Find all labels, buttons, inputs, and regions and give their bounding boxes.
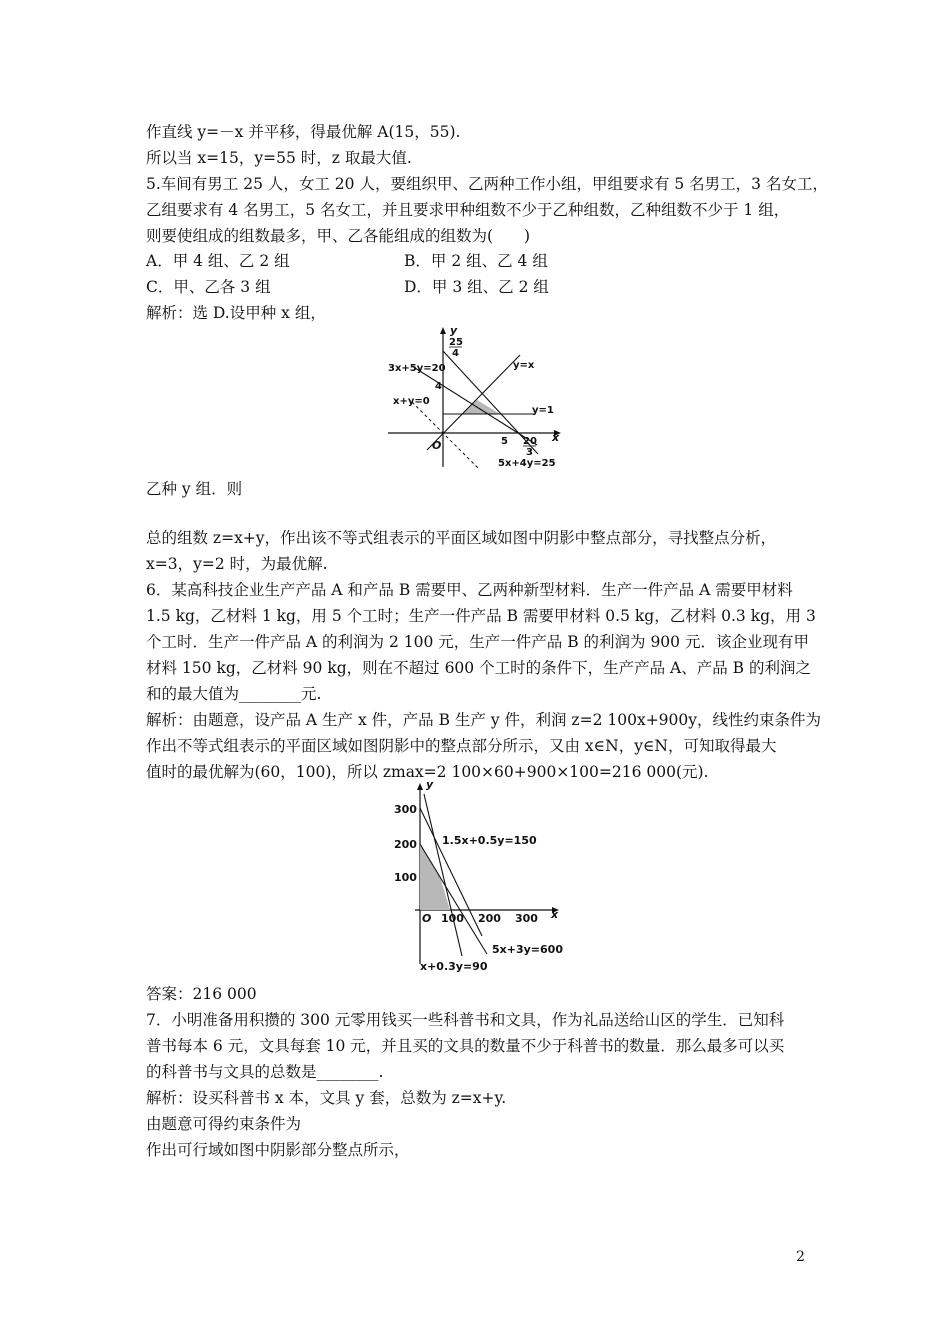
- question-7-text: 7．小明准备用积攒的 300 元零用钱买一些科普书和文具，作为礼品送给山区的学生．已知科: [146, 1011, 785, 1029]
- label-y-equals-1: y=1: [532, 405, 554, 416]
- question-6-text: 6．某高科技企业生产产品 A 和产品 B 需要甲、乙两种新型材料．生产一件产品 A 需要甲材料: [146, 581, 793, 599]
- label-x-0.3y-90: x+0.3y=90: [420, 960, 488, 973]
- solution-text: 由题意可得约束条件为: [146, 1115, 302, 1133]
- label-y-equals-x: y=x: [513, 360, 535, 371]
- origin-label: O: [422, 912, 432, 925]
- solution-text: x=3，y=2 时，为最优解.: [146, 555, 328, 573]
- tick-x-300: 300: [515, 912, 538, 925]
- question-6-text: 和的最大值为________元.: [146, 685, 322, 703]
- y-axis-label: y: [426, 778, 434, 791]
- question-5-text: 乙组要求有 4 名男工，5 名女工，并且要求甲种组数不少于乙种组数，乙种组数不少于 1 组，: [146, 201, 790, 219]
- label-x-plus-y-0: x+y=0: [393, 396, 430, 407]
- question-7-text: 普书每本 6 元，文具每套 10 元，并且买的文具的数量不少于科普书的数量．那么最多可以买: [146, 1037, 785, 1055]
- label-3x-5y-20: 3x+5y=20: [388, 363, 446, 374]
- figure-1-graph: [380, 322, 580, 472]
- text-line: 所以当 x=15，y=55 时，z 取最大值.: [146, 149, 412, 167]
- tick-y-300: 300: [394, 803, 417, 816]
- answer-text: 答案：216 000: [146, 985, 257, 1003]
- tick-y-100: 100: [394, 871, 417, 884]
- x-axis-label: x: [551, 908, 559, 921]
- solution-text: 解析：由题意，设产品 A 生产 x 件，产品 B 生产 y 件，利润 z=2 100x+900y，线性约束条件为: [146, 711, 822, 729]
- solution-text: 总的组数 z=x+y，作出该不等式组表示的平面区域如图中阴影中整点部分，寻找整点分析，: [146, 529, 777, 547]
- origin-label: O: [432, 439, 442, 452]
- solution-text: 作出不等式组表示的平面区域如图阴影中的整点部分所示，又由 x∈N，y∈N，可知取得最大: [146, 737, 777, 755]
- option-b: B．甲 2 组、乙 4 组: [404, 252, 548, 270]
- solution-text: 值时的最优解为(60，100)，所以 zmax=2 100×60+900×100=216 000(元).: [146, 763, 709, 781]
- solution-text: 乙种 y 组．则: [146, 480, 243, 498]
- x-axis-label: x: [552, 431, 560, 444]
- tick-20-3-numerator: 20: [523, 436, 537, 447]
- tick-y-200: 200: [394, 838, 417, 851]
- option-c: C．甲、乙各 3 组: [146, 278, 271, 296]
- figure-2-graph: [380, 776, 580, 976]
- question-6-text: 1.5 kg，乙材料 1 kg，用 5 个工时；生产一件产品 B 需要甲材料 0.5 kg，乙材料 0.3 kg，用 3: [146, 607, 816, 625]
- tick-x-5: 5: [501, 436, 508, 447]
- tick-25-4-numerator: 25: [449, 337, 463, 348]
- question-5-text: 则要使组成的组数最多，甲、乙各能组成的组数为( ): [146, 227, 531, 245]
- y-axis-arrow-icon: [417, 783, 423, 790]
- tick-x-100: 100: [441, 912, 464, 925]
- option-d: D．甲 3 组、乙 2 组: [404, 278, 549, 296]
- question-6-text: 个工时．生产一件产品 A 的利润为 2 100 元，生产一件产品 B 的利润为 900 元．该企业现有甲: [146, 633, 809, 651]
- question-5-text: 5.车间有男工 25 人，女工 20 人，要组织甲、乙两种工作小组，甲组要求有 5 名男工，3 名女工，: [146, 175, 828, 193]
- solution-text: 作出可行域如图中阴影部分整点所示，: [146, 1141, 410, 1159]
- question-6-text: 材料 150 kg，乙材料 90 kg，则在不超过 600 个工时的条件下，生产产品 A、产品 B 的利润之: [146, 659, 811, 677]
- y-axis-label: y: [450, 324, 458, 337]
- tick-x-200: 200: [478, 912, 501, 925]
- tick-20-3-denominator: 3: [526, 447, 533, 458]
- label-1.5x-0.5y-150: 1.5x+0.5y=150: [442, 834, 537, 847]
- label-5x-3y-600: 5x+3y=600: [492, 943, 563, 956]
- solution-text: 解析：设买科普书 x 本，文具 y 套，总数为 z=x+y.: [146, 1089, 507, 1107]
- page-number: 2: [796, 1249, 805, 1265]
- feasible-region: [420, 844, 450, 910]
- tick-25-4-denominator: 4: [452, 348, 459, 359]
- option-a: A．甲 4 组、乙 2 组: [146, 252, 290, 270]
- solution-text: 解析：选 D.设甲种 x 组，: [146, 304, 326, 322]
- label-5x-4y-25: 5x+4y=25: [498, 458, 556, 469]
- tick-y-4: 4: [435, 381, 442, 392]
- y-axis-arrow-icon: [440, 327, 446, 334]
- text-line: 作直线 y=－x 并平移，得最优解 A(15，55).: [146, 123, 461, 141]
- question-7-text: 的科普书与文具的总数是________.: [146, 1063, 384, 1081]
